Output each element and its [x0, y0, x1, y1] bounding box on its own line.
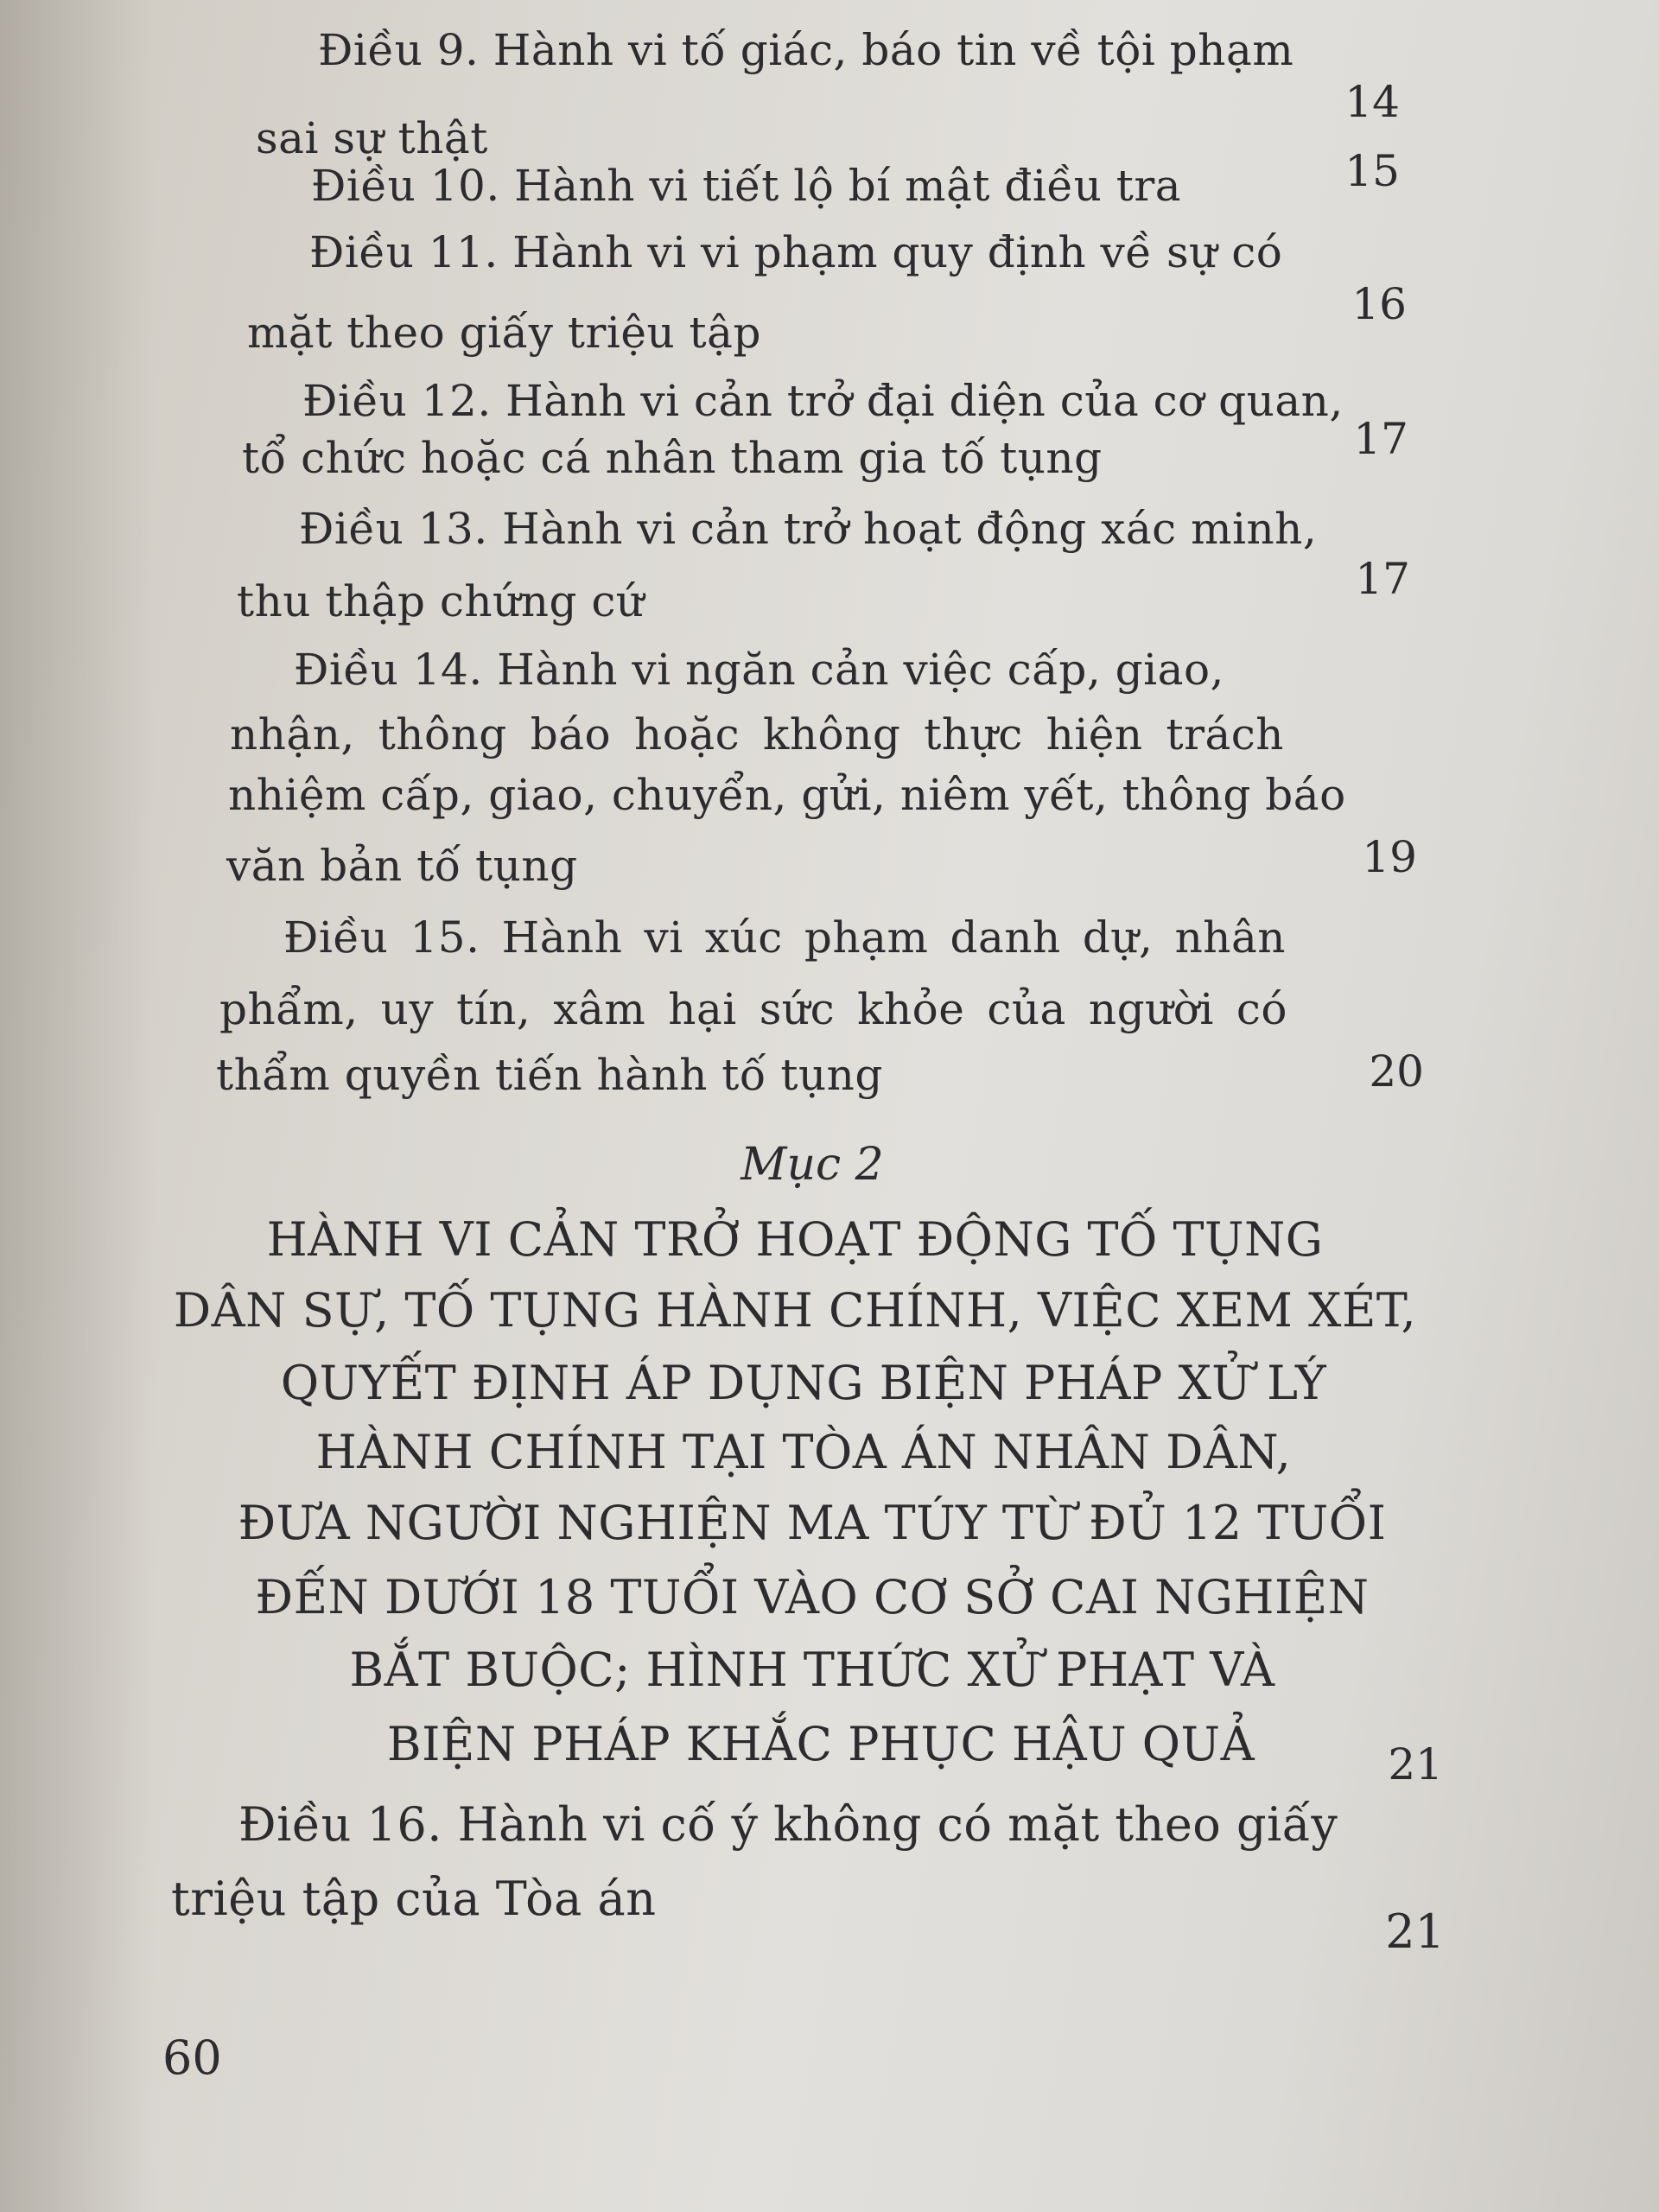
- toc-entry-line: văn bản tố tụng: [226, 841, 578, 891]
- section-title-line: BẮT BUỘC; HÌNH THỨC XỬ PHẠT VÀ: [349, 1643, 1275, 1697]
- toc-entry-line: mặt theo giấy triệu tập: [247, 308, 761, 358]
- page-folio-number: 60: [162, 2031, 222, 2085]
- section-title-line: QUYẾT ĐỊNH ÁP DỤNG BIỆN PHÁP XỬ LÝ: [280, 1356, 1327, 1410]
- toc-entry-line: nhiệm cấp, giao, chuyển, gửi, niêm yết, thông báo: [228, 770, 1346, 820]
- section-title-line: ĐƯA NGƯỜI NGHIỆN MA TÚY TỪ ĐỦ 12 TUỔI: [238, 1496, 1387, 1550]
- toc-page-number: 21: [1385, 1904, 1445, 1959]
- toc-entry-line: phẩm, uy tín, xâm hại sức khỏe của người có: [219, 984, 1287, 1034]
- toc-entry-line: thẩm quyền tiến hành tố tụng: [216, 1050, 883, 1100]
- toc-entry-line: tổ chức hoặc cá nhân tham gia tố tụng: [242, 433, 1103, 483]
- toc-entry-line: Điều 13. Hành vi cản trở hoạt động xác minh,: [299, 504, 1318, 554]
- toc-entry-line: Điều 16. Hành vi cố ý không có mặt theo giấy: [238, 1797, 1338, 1852]
- toc-entry-line: Điều 15. Hành vi xúc phạm danh dự, nhân: [283, 912, 1286, 963]
- section-label: Mục 2: [741, 1139, 884, 1191]
- toc-page-number: 20: [1369, 1046, 1424, 1096]
- toc-entry-line: nhận, thông báo hoặc không thực hiện trách: [230, 709, 1284, 760]
- toc-page-number: 15: [1344, 146, 1400, 196]
- toc-page-number: 16: [1351, 279, 1407, 329]
- section-title-line: DÂN SỰ, TỐ TỤNG HÀNH CHÍNH, VIỆC XEM XÉT,: [173, 1283, 1417, 1338]
- toc-entry-line: Điều 12. Hành vi cản trở đại diện của cơ quan,: [302, 376, 1344, 426]
- section-title-line: ĐẾN DƯỚI 18 TUỔI VÀO CƠ SỞ CAI NGHIỆN: [255, 1570, 1370, 1624]
- toc-entry-line: Điều 10. Hành vi tiết lộ bí mật điều tra: [311, 161, 1182, 211]
- toc-entry-line: thu thập chứng cứ: [237, 576, 645, 626]
- toc-page-number: 19: [1362, 832, 1417, 882]
- toc-entry-line: [294, 644, 1283, 696]
- toc-entry-line: Điều 9. Hành vi tố giác, báo tin về tội phạm: [318, 25, 1294, 75]
- toc-entry-line: Điều 11. Hành vi vi phạm quy định về sự có: [309, 227, 1283, 277]
- section-title-line: HÀNH VI CẢN TRỞ HOẠT ĐỘNG TỐ TỤNG: [266, 1212, 1324, 1267]
- section-title-line: HÀNH CHÍNH TẠI TÒA ÁN NHÂN DÂN,: [315, 1425, 1292, 1479]
- toc-page-number: 21: [1388, 1739, 1443, 1789]
- section-title-line: BIỆN PHÁP KHẮC PHỤC HẬU QUẢ: [386, 1717, 1255, 1771]
- toc-entry-line: sai sự thật: [256, 113, 488, 163]
- toc-page-number: 17: [1355, 554, 1410, 604]
- toc-entry-text: Điều 14. Hành vi ngăn cản việc cấp, giao,: [294, 645, 1224, 695]
- toc-entry-line: triệu tập của Tòa án: [171, 1872, 657, 1926]
- toc-page-number: 14: [1344, 77, 1400, 127]
- toc-page-number: 17: [1353, 414, 1408, 464]
